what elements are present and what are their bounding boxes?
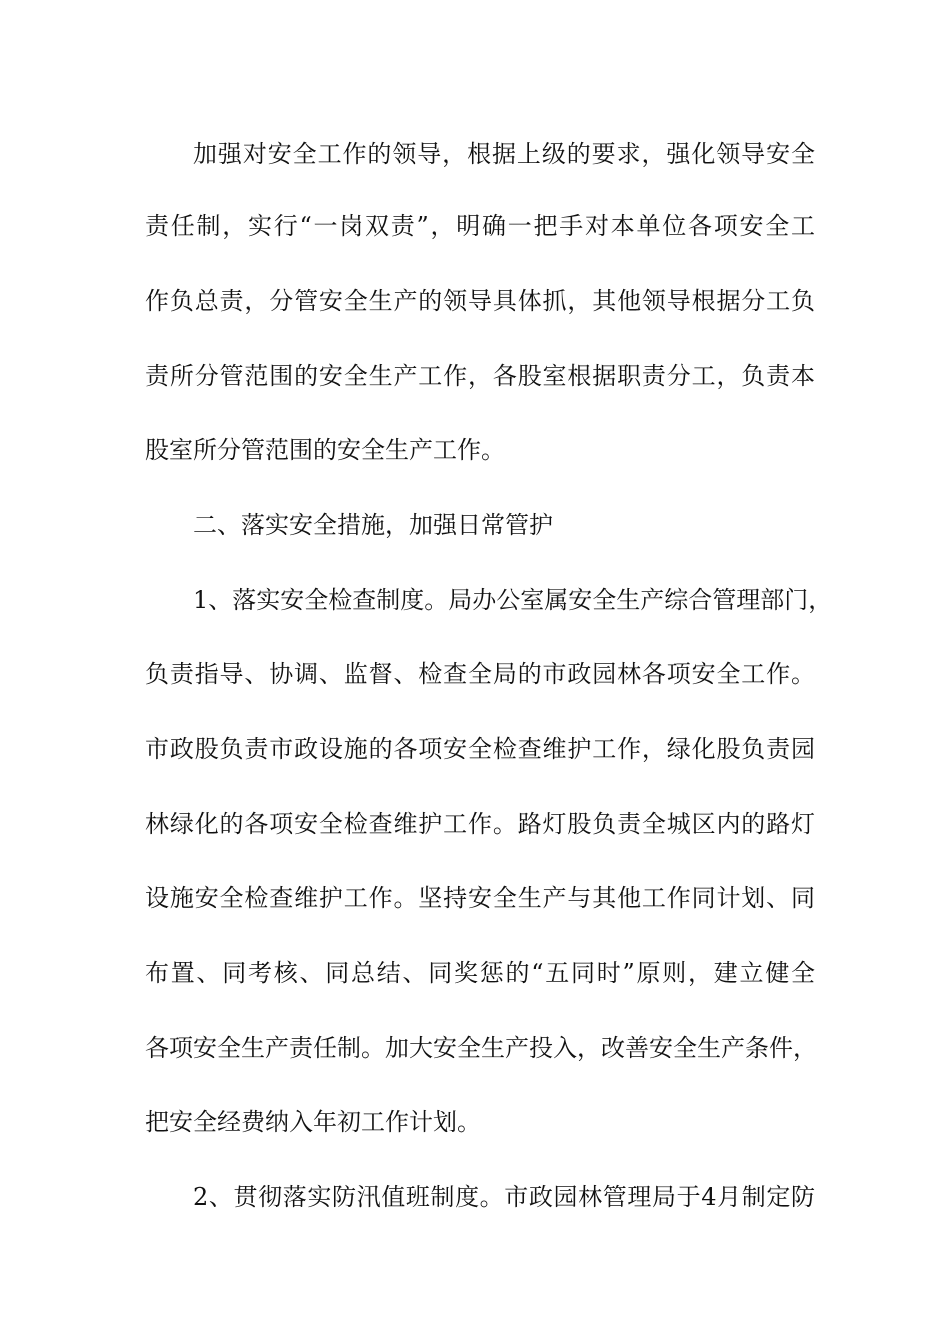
paragraph-line: 市政股负责市政设施的各项安全检查维护工作，绿化股负责园 [145,735,815,763]
paragraph-line: 1、落实安全检查制度。局办公室属安全生产综合管理部门， [193,586,833,614]
paragraph-line: 责所分管范围的安全生产工作，各股室根据职责分工，负责本 [145,362,815,390]
paragraph-line: 负责指导、协调、监督、检查全局的市政园林各项安全工作。 [145,660,815,688]
paragraph-line: 作负总责，分管安全生产的领导具体抓，其他领导根据分工负 [145,287,815,315]
paragraph-line: 责任制，实行“一岗双责”，明确一把手对本单位各项安全工 [145,212,815,240]
paragraph-line: 布置、同考核、同总结、同奖惩的“五同时”原则，建立健全 [145,959,815,987]
section-heading: 二、落实安全措施，加强日常管护 [193,511,553,539]
paragraph-line: 2、贯彻落实防汛值班制度。市政园林管理局于4月制定防 [193,1183,815,1211]
paragraph-line: 各项安全生产责任制。加大安全生产投入，改善安全生产条件， [145,1034,817,1062]
paragraph-line: 设施安全检查维护工作。坚持安全生产与其他工作同计划、同 [145,884,815,912]
paragraph-line: 股室所分管范围的安全生产工作。 [145,436,505,464]
paragraph-line: 把安全经费纳入年初工作计划。 [145,1108,481,1136]
paragraph-line: 林绿化的各项安全检查维护工作。路灯股负责全城区内的路灯 [145,810,815,838]
paragraph-line: 加强对安全工作的领导，根据上级的要求，强化领导安全 [193,140,815,168]
